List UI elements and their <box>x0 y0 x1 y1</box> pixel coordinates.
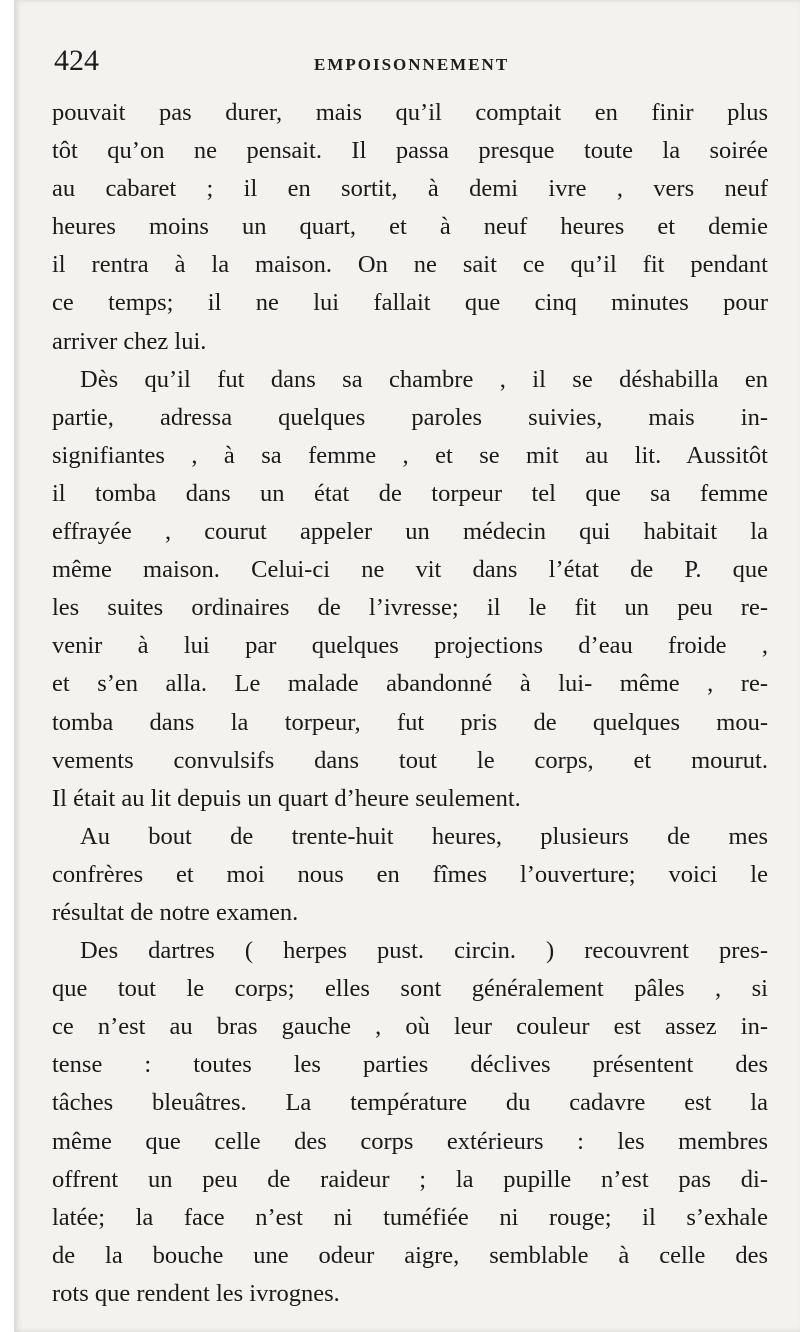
running-title: EMPOISONNEMENT <box>314 55 510 74</box>
text-line: pouvait pas durer, mais qu’il comptait en finir plus <box>52 99 768 126</box>
page-number: 424 <box>54 44 99 77</box>
text-line: arriver chez lui. <box>52 327 207 355</box>
text-line: ce temps; il ne lui fallait que cinq minutes pour <box>52 289 768 317</box>
text-line: latée; la face n’est ni tuméfiée ni rouge; il s’exhale <box>52 1203 768 1231</box>
text-line: au cabaret ; il en sortit, à demi ivre , vers neuf <box>52 175 768 203</box>
text-line: rots que rendent les ivrognes. <box>52 1279 340 1307</box>
text-line: offrent un peu de raideur ; la pupille n’est pas di- <box>52 1165 768 1193</box>
text-line: ce n’est au bras gauche , où leur couleur est assez in- <box>52 1013 768 1041</box>
text-line: tâches bleuâtres. La température du cadavre est la <box>52 1089 768 1117</box>
text-line: de la bouche une odeur aigre, semblable à celle des <box>52 1241 768 1269</box>
text-line: les suites ordinaires de l’ivresse; il le fit un peu re- <box>52 594 768 622</box>
text-line: il rentra à la maison. On ne sait ce qu’il fit pendant <box>52 251 768 279</box>
text-line: confrères et moi nous en fîmes l’ouverture; voici le <box>52 860 768 888</box>
text-line: signifiantes , à sa femme , et se mit au lit. Aussitôt <box>52 441 768 469</box>
book-page <box>14 0 800 1332</box>
body-text <box>52 94 768 1313</box>
text-line: il tomba dans un état de torpeur tel que sa femme <box>52 479 768 507</box>
text-line: tôt qu’on ne pensait. Il passa presque toute la soirée <box>52 137 768 165</box>
text-line: Il était au lit depuis un quart d’heure seulement. <box>52 784 521 812</box>
text-line: partie, adressa quelques paroles suivies, mais in- <box>52 403 768 431</box>
text-line: Des dartres ( herpes pust. circin. ) recouvrent pres- <box>80 937 768 965</box>
text-line: que tout le corps; elles sont généralement pâles , si <box>52 975 768 1003</box>
text-line: résultat de notre examen. <box>52 898 299 926</box>
text-line: tomba dans la torpeur, fut pris de quelques mou- <box>52 708 768 736</box>
text-line: même que celle des corps extérieurs : les membres <box>52 1127 768 1155</box>
text-line: effrayée , courut appeler un médecin qui habitait la <box>52 518 768 546</box>
text-line: même maison. Celui-ci ne vit dans l’état de P. que <box>52 556 768 584</box>
page-header <box>54 44 772 80</box>
text-line: vements convulsifs dans tout le corps, et mourut. <box>52 746 768 774</box>
text-line: et s’en alla. Le malade abandonné à lui- même , re- <box>52 670 768 698</box>
text-line: venir à lui par quelques projections d’eau froide , <box>52 632 768 660</box>
text-line: Au bout de trente-huit heures, plusieurs de mes <box>80 822 768 850</box>
text-line: heures moins un quart, et à neuf heures et demie <box>52 213 768 241</box>
text-line: tense : toutes les parties déclives présentent des <box>52 1051 768 1079</box>
text-line: Dès qu’il fut dans sa chambre , il se déshabilla en <box>80 365 768 393</box>
